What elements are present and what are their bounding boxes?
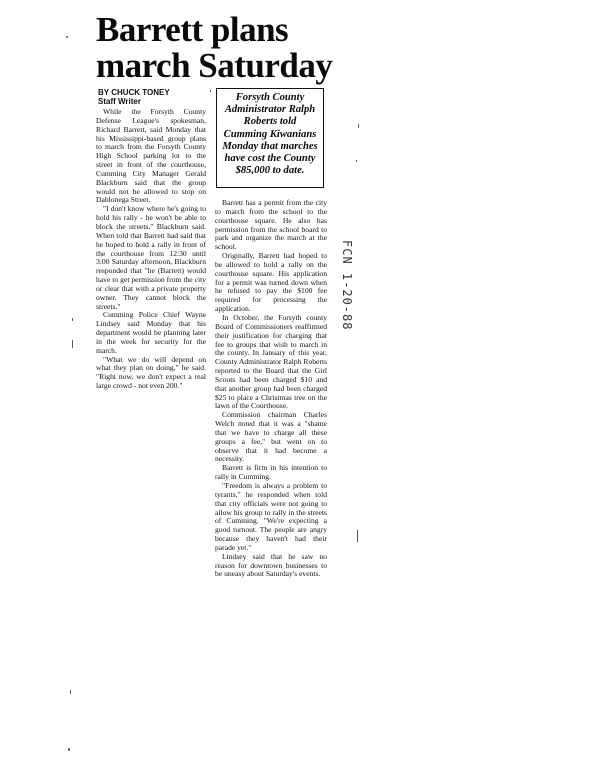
paragraph: "What we do will depend on what they plan on doing," he said. "Right now, we don't expect a real large crowd - not even 200." xyxy=(96,354,206,391)
paragraph: Barrett has a permit from the city to march from the school to the courthouse square. He also has permission from the school board to park and organize the march at the school. xyxy=(215,198,327,252)
paragraph: Barrett is firm in his intention to rally in Cumming. xyxy=(215,463,327,482)
scan-speck xyxy=(357,530,358,542)
article-column-left xyxy=(96,108,206,391)
scan-speck xyxy=(70,690,71,694)
byline-role: Staff Writer xyxy=(98,97,141,106)
scan-speck xyxy=(210,90,211,92)
scan-speck xyxy=(68,748,70,751)
scan-speck xyxy=(72,340,73,348)
paragraph: Cumming Police Chief Wayne Lindsey said Monday that his department would be planning later in the week for security for the march. xyxy=(96,310,206,355)
paragraph: "Freedom is always a problem to tyrants," he responded when told that city officials were not going to allow his group to rally in the streets of Cumming. "We're expecting a good turnout. The people are angry because they haven't had their parade yet." xyxy=(215,481,327,552)
paragraph: "I don't know where he's going to hold his rally - he won't be able to block the streets," Blackburn said. When told that Barrett had said that he hoped to hold a rally in front of the courthouse from 12:30 until 3:00 Saturday afternoon, Blackburn responded that "he (Barrett) would have to get permission from the city or clear that with a private property owner. They cannot block the streets." xyxy=(96,204,206,311)
paragraph: Lindsey said that he saw no reason for downtown businesses to be uneasy about Saturday's events. xyxy=(215,551,327,579)
paragraph: In October, the Forsyth county Board of Commissioners reaffirmed their justification for charging that fee to groups that wish to march in the county. In January of this year, County Administrator Ralph Roberts reported to the Board that the Girl Scouts had been charged $10 and that another group had been charged $25 to place a Christmas tree on the lawn of the Courthouse. xyxy=(215,312,328,411)
scan-speck xyxy=(358,124,359,128)
byline-name: BY CHUCK TONEY xyxy=(98,88,170,97)
scan-speck xyxy=(72,318,73,321)
headline: Barrett plans march Saturday xyxy=(96,10,333,85)
scan-speck xyxy=(66,36,68,38)
pull-quote-box: Forsyth County Administrator Ralph Roberts told Cumming Kiwanians Monday that marches have cost the County $85,000 to date. xyxy=(216,88,324,188)
byline xyxy=(98,88,170,106)
paragraph: Originally, Barrett had hoped to be allowed to hold a rally on the courthouse square. His application for a permit was turned down when he refused to pay the $100 fee required for processing the application. xyxy=(215,251,327,314)
scan-speck xyxy=(356,160,357,162)
paragraph: While the Forsyth County Defense League's spokesman, Richard Barrett, said Monday that his Mississippi-based group plans to march from the Forsyth County High School parking lot to the street in front of the courthouse, Cumming City Manager Gerald Blackburn said that the group would not be allowed to stop on Dahlonega Street. xyxy=(96,107,206,205)
handwritten-date-note: FCN 1-20-88 xyxy=(340,240,354,331)
paragraph: Commission chairman Charles Welch noted that it was a "shame that we have to charge all these groups a fee," but went on to observe that it had become a necessity. xyxy=(215,410,327,464)
article-column-right xyxy=(215,199,327,579)
